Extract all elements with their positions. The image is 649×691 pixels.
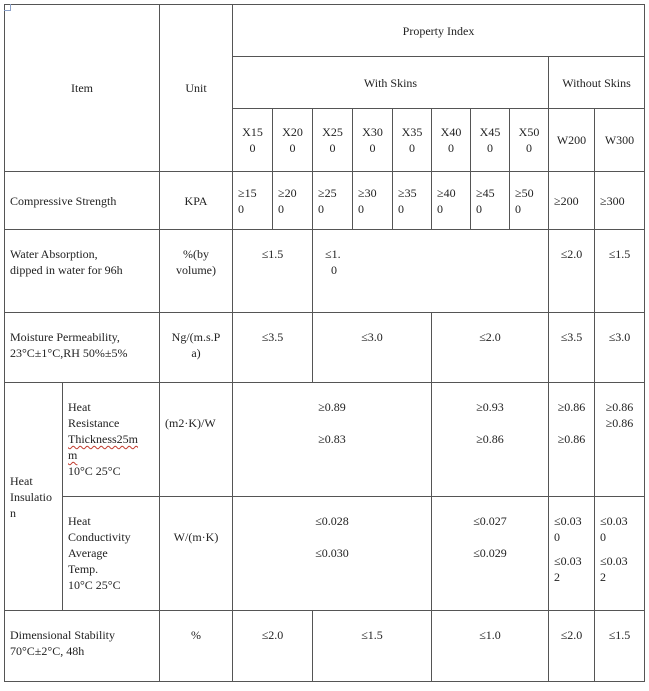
heat-resistance-unit [160,383,233,497]
heat-group-line3: n [10,505,16,520]
code-cell [471,109,510,172]
value-line1: ≥0.86 [557,400,586,414]
header-row-1 [5,5,645,57]
with-skins-label: With Skins [363,75,418,90]
value-gap [554,415,589,431]
code-line2: 0 [409,141,415,155]
value-line1: ≥25 [318,185,337,200]
value-text: ≤1.5 [361,628,383,642]
value-line1: ≥0.89 [318,400,346,414]
water-value-x250-x500 [313,230,549,313]
code-line2: 0 [289,141,296,155]
table-wrapper [4,4,644,687]
value-gap [600,545,639,553]
value-text: ≤3.5 [560,330,583,344]
code-line1: X50 [518,125,540,139]
conductivity-line2: Conductivity [68,530,131,544]
conductivity-w200 [549,497,595,611]
value-line1: ≥50 [515,185,534,200]
conductivity-line5: 10°C 25°C [68,578,121,592]
resistance-line5: 10°C 25°C [68,464,121,478]
property-index-label: Property Index [402,23,475,38]
value-line3: ≤0.03 [600,554,628,568]
w300-header [595,109,645,172]
value-line4: 2 [600,570,606,584]
moisture-unit [160,313,233,383]
code-line1: X25 [322,125,343,139]
value-line1: ≤0.027 [473,514,507,528]
moisture-w200 [549,313,595,383]
water-unit-line2: volume) [176,263,216,277]
property-index-header [233,5,645,57]
value-line2: 0 [600,530,606,544]
row-compressive-strength [5,172,645,230]
resistance-value-x150-x350 [233,383,432,497]
moisture-item-line2: 23°C±1°C,RH 50%±5% [10,346,128,360]
value-line1: ≥20 [278,185,297,200]
moisture-item-line1: Moisture Permeability, [10,330,120,344]
dimensional-value-x250-x350 [313,611,432,682]
w200-label: W200 [556,133,587,147]
moisture-item [5,313,160,383]
value-cell [510,172,549,230]
value-line1: ≤0.03 [554,514,582,528]
value-cell [273,172,313,230]
dimensional-unit [160,611,233,682]
code-cell [273,109,313,172]
conductivity-unit-label: W/(m·K) [173,530,219,544]
resistance-value-x400-x500 [432,383,549,497]
resistance-line4: m [68,448,78,462]
resistance-line1: Heat [68,400,91,414]
value-line2: 0 [358,201,364,216]
code-line2: 0 [369,141,376,155]
value-line2: 0 [331,263,337,277]
value-text: ≤1.5 [608,628,631,642]
value-gap [554,545,589,553]
compressive-w300 [595,172,645,230]
w200-header [549,109,595,172]
moisture-value-x250-x350 [313,313,432,383]
value-line1: ≤1. [325,247,341,261]
heat-conductivity-item [63,497,160,611]
dimensional-w300 [595,611,645,682]
value-line1: ≥30 [358,185,377,200]
value-line1: ≥0.93 [476,400,504,414]
without-skins-header [549,57,645,109]
code-line1: X20 [282,125,303,139]
code-cell [393,109,432,172]
value-text: ≤3.0 [361,330,383,344]
moisture-value-x150-x200 [233,313,313,383]
conductivity-value-x400-x500 [432,497,549,611]
dimensional-value-x400-x500 [432,611,549,682]
row-water-absorption [5,230,645,313]
code-cell [313,109,353,172]
code-line1: X30 [362,125,383,139]
value-text: ≤2.0 [560,247,583,261]
with-skins-header [233,57,549,109]
row-dimensional-stability [5,611,645,682]
resistance-w200 [549,383,595,497]
water-unit [160,230,233,313]
value-line1: ≤0.03 [600,514,628,528]
value-line4: 2 [554,570,560,584]
value-line2: ≥0.86 [605,416,634,430]
value-text: ≥200 [554,193,579,208]
dimensional-item [5,611,160,682]
value-text: ≤2.0 [560,628,583,642]
value-text: ≥300 [600,193,625,208]
value-line2: 0 [437,201,443,216]
value-cell [432,172,471,230]
value-cell [471,172,510,230]
compressive-unit-label: KPA [184,193,208,208]
value-gap [238,415,426,431]
value-text: ≤1.5 [261,247,284,261]
water-item-line1: Water Absorption, [10,247,98,261]
value-line2: ≤0.029 [473,546,507,560]
heat-conductivity-unit [160,497,233,611]
code-line1: X15 [242,125,263,139]
code-line2: 0 [329,141,336,155]
moisture-unit-line2: a) [191,346,201,360]
dimensional-item-line1: Dimensional Stability [10,628,115,642]
dimensional-value-x150-x200 [233,611,313,682]
value-line2: ≥0.83 [318,432,346,446]
item-header [5,5,160,172]
value-gap [437,529,543,545]
compressive-unit [160,172,233,230]
conductivity-line1: Heat [68,514,91,528]
resistance-unit-label: (m2·K)/W [165,416,216,430]
resistance-line2: Resistance [68,416,120,430]
value-line2: 0 [476,201,482,216]
value-text: ≤1.5 [608,247,631,261]
code-line1: X40 [440,125,462,139]
without-skins-label: Without Skins [562,75,631,90]
item-header-label: Item [71,81,93,95]
water-value-x150-x200 [233,230,313,313]
conductivity-line3: Average [68,546,108,560]
value-cell [393,172,432,230]
code-line2: 0 [448,141,454,155]
row-moisture-permeability [5,313,645,383]
value-line2: ≥0.86 [476,432,504,446]
unit-header-label: Unit [185,81,207,95]
water-item [5,230,160,313]
moisture-value-x400-x500 [432,313,549,383]
value-line2: 0 [554,530,560,544]
value-cell [313,172,353,230]
code-line2: 0 [526,141,532,155]
heat-resistance-item [63,383,160,497]
moisture-w300 [595,313,645,383]
value-line1: ≥0.86 [605,400,634,414]
value-line1: ≥35 [398,185,417,200]
value-line2: ≤0.030 [315,546,349,560]
value-line1: ≥40 [437,185,456,200]
value-text: ≤2.0 [479,330,501,344]
code-cell [353,109,393,172]
compressive-item-label: Compressive Strength [10,193,117,208]
heat-insulation-group [5,383,63,611]
value-line2: 0 [318,201,324,216]
row-heat-resistance [5,383,645,497]
code-cell [233,109,273,172]
value-text: ≤1.0 [479,628,501,642]
resistance-line3: Thickness25m [68,432,138,446]
conductivity-value-x150-x350 [233,497,432,611]
conductivity-line4: Temp. [68,562,99,576]
unit-header [160,5,233,172]
dimensional-item-line2: 70°C±2°C, 48h [10,644,85,658]
code-line2: 0 [487,141,493,155]
value-text: ≤3.0 [608,330,631,344]
w300-label: W300 [604,133,635,147]
water-unit-line1: %(by [183,247,209,261]
water-w200 [549,230,595,313]
value-line1: ≥15 [238,185,257,200]
value-line2: 0 [278,201,284,216]
water-item-line2: dipped in water for 96h [10,263,123,277]
value-cell [353,172,393,230]
dimensional-w200 [549,611,595,682]
heat-group-line2: Insulatio [10,489,52,504]
value-line2: ≥0.86 [557,432,586,446]
water-w300 [595,230,645,313]
property-table [4,4,645,682]
heat-group-line1: Heat [10,473,33,488]
value-text: ≤3.5 [261,330,284,344]
code-cell [510,109,549,172]
compressive-item [5,172,160,230]
value-line2: 0 [515,201,521,216]
value-line3: ≤0.03 [554,554,582,568]
code-line1: X45 [479,125,501,139]
code-line2: 0 [249,141,256,155]
code-line1: X35 [401,125,423,139]
value-line1: ≤0.028 [315,514,349,528]
value-cell [233,172,273,230]
value-line2: 0 [398,201,404,216]
value-line2: 0 [238,201,244,216]
moisture-unit-line1: Ng/(m.s.P [171,330,221,344]
resistance-w300 [595,383,645,497]
code-cell [432,109,471,172]
dimensional-unit-label: % [191,628,201,642]
conductivity-w300 [595,497,645,611]
compressive-w200 [549,172,595,230]
row-heat-conductivity [5,497,645,611]
value-gap [437,415,543,431]
value-gap [238,529,426,545]
value-line1: ≥45 [476,185,495,200]
value-text: ≤2.0 [261,628,284,642]
table-move-handle[interactable] [4,4,11,11]
